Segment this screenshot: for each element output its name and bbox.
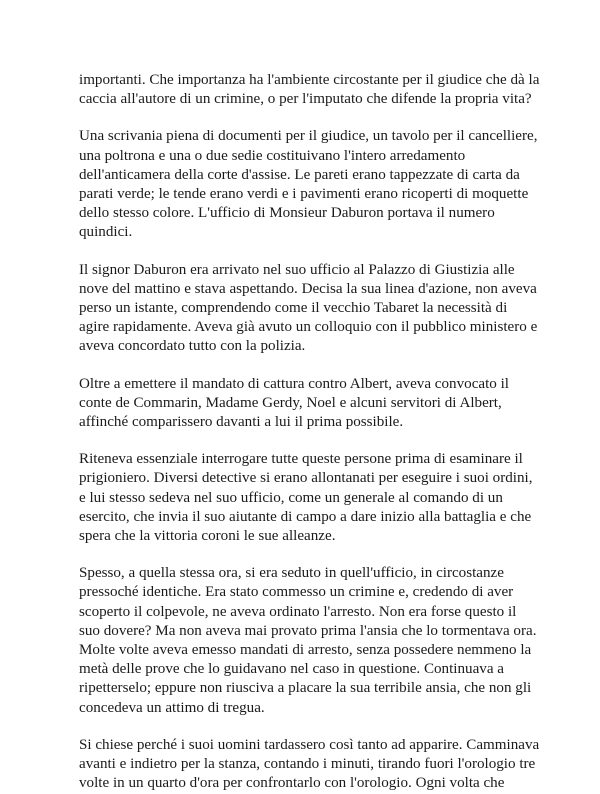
paragraph-7: Si chiese perché i suoi uomini tardassero così tanto ad apparire. Camminava avanti e indietro per la stanza, contando i minuti, tirando fuori l'orologio tre volte in un quarto d'ora per confrontarlo con l'orologio. Ogni volta che	[79, 736, 540, 792]
paragraph-5: Riteneva essenziale interrogare tutte queste persone prima di esaminare il prigioniero. Diversi detective si erano allontanati per eseguire i suoi ordini, e lui stesso sedeva nel suo ufficio, come un generale al comando di un esercito, che invia il suo aiutante di campo a dare inizio alla battaglia e che spera che la vittoria coroni le sue alleanze.	[79, 451, 533, 545]
paragraph-1: importanti. Che importanza ha l'ambiente circostante per il giudice che dà la caccia all'autore di un crimine, o per l'imputato che difende la propria vita?	[79, 72, 540, 108]
paragraph-4: Oltre a emettere il mandato di cattura contro Albert, aveva convocato il conte de Commarin, Madame Gerdy, Noel e alcuni servitori di Albert, affinché comparissero davanti a lui il prima possibile.	[79, 375, 509, 431]
text-body	[79, 71, 541, 794]
paragraph-3: Il signor Daburon era arrivato nel suo ufficio al Palazzo di Giustizia alle nove del mattino e stava aspettando. Decisa la sua linea d'azione, non aveva perso un istante, comprendendo come il vecchio Tabaret la necessità di agire rapidamente. Aveva già avuto un colloquio con il pubblico ministero e aveva concordato tutto con la polizia.	[79, 261, 538, 355]
paragraph-6: Spesso, a quella stessa ora, si era seduto in quell'ufficio, in circostanze pressoché identiche. Era stato commesso un crimine e, credendo di aver scoperto il colpevole, ne aveva ordinato l'arresto. Non era forse questo il suo dovere? Ma non aveva mai provato prima l'ansia che lo tormentava ora. Molte volte aveva emesso mandati di arresto, senza possedere nemmeno la metà delle prove che lo guidavano nel caso in questione. Continuava a ripetterselo; eppure non riusciva a placare la sua terribile ansia, che non gli concedeva un attimo di tregua.	[79, 565, 537, 716]
paragraph-2: Una scrivania piena di documenti per il giudice, un tavolo per il cancelliere, una poltrona e una o due sedie costituivano l'intero arredamento dell'anticamera della corte d'assise. Le pareti erano tappezzate di carta da parati verde; le tende erano verdi e i pavimenti erano ricoperti di moquette dello stesso colore. L'ufficio di Monsieur Daburon portava il numero quindici.	[79, 128, 538, 241]
